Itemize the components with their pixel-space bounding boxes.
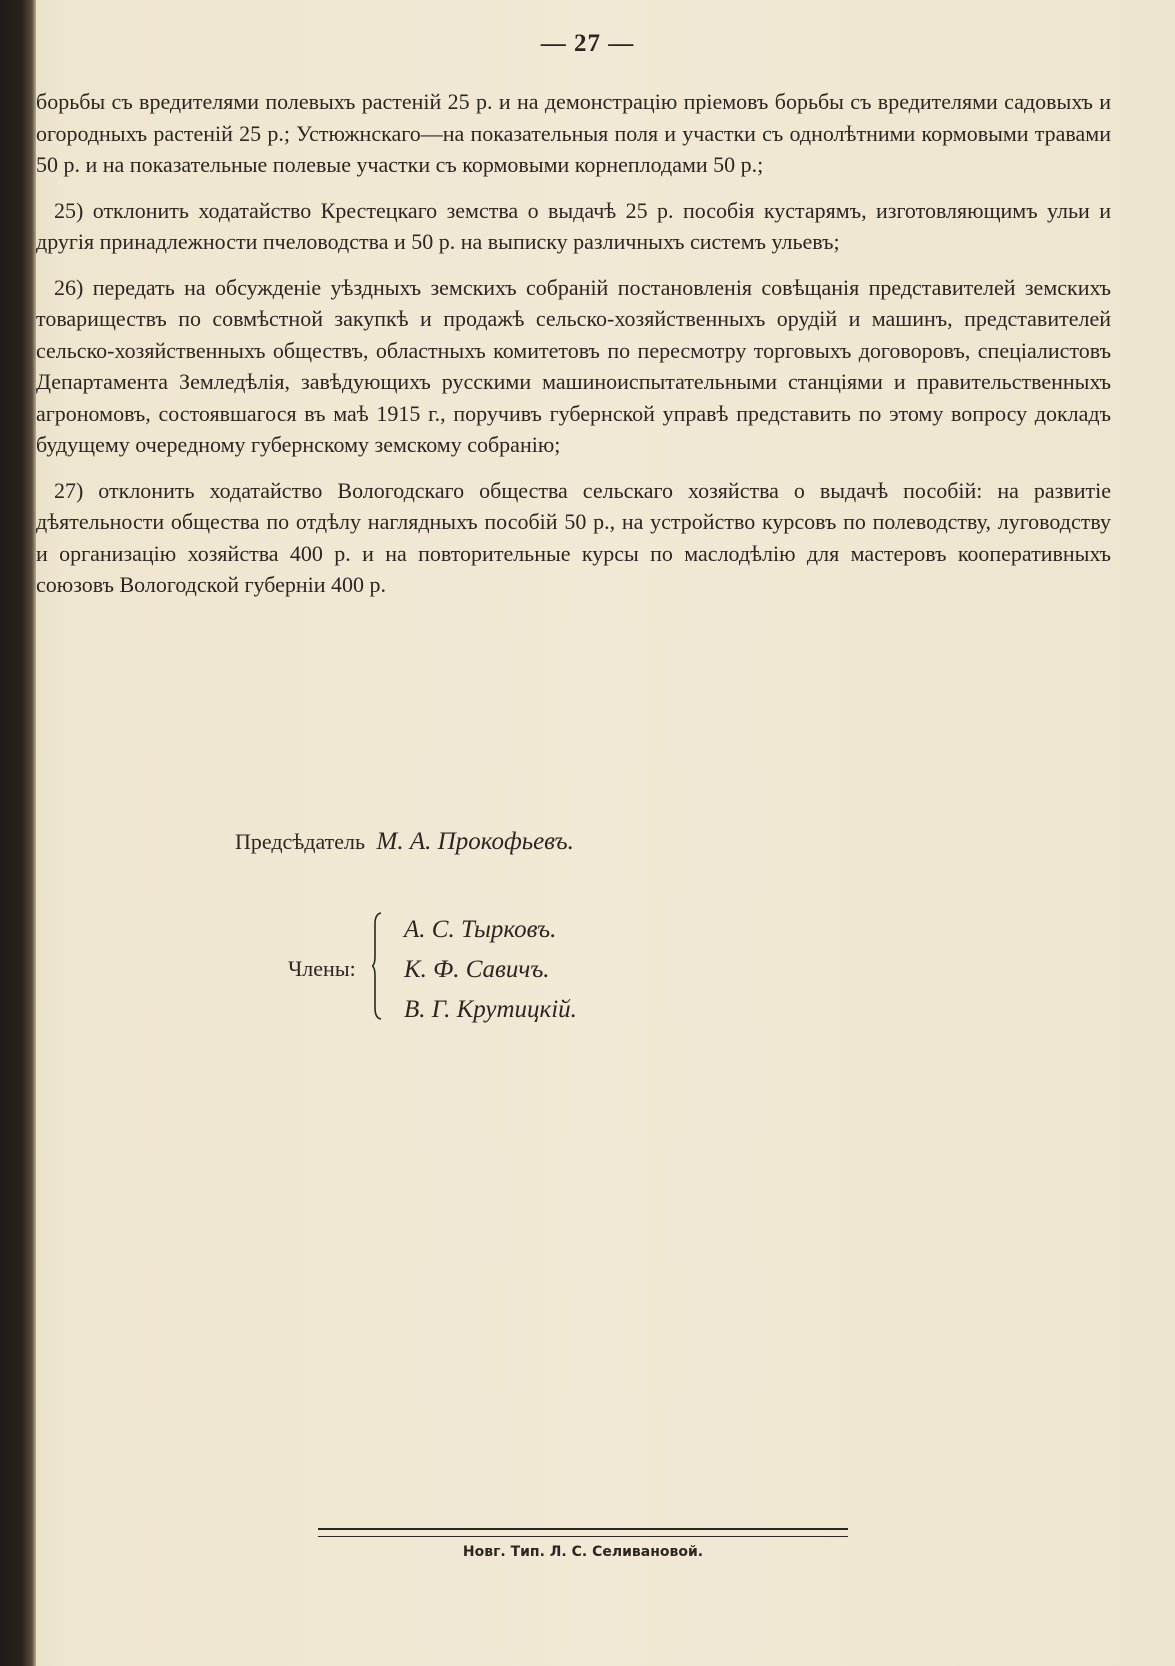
page-number: — 27 — [540, 30, 635, 57]
chairman-line [235, 828, 574, 856]
members-label: Члены: [288, 956, 356, 981]
member-name: А. С. Тырковъ. [404, 916, 557, 943]
paragraph-continuation: борьбы съ вредителями полевыхъ растеній 25 р. и на демонстрацію пріемовъ борьбы съ вредителями садовыхъ и огородныхъ растеній 25 р.; Устюжнскаго—на показательныя поля и участки съ однолѣтними кормовыми травами 50 р. и на показательные полевые участки съ кормовыми корнеплодами 50 р.; [36, 89, 1111, 177]
members-list [404, 910, 577, 1030]
chairman-label: Предсѣдатель [235, 829, 366, 854]
paragraph-item-26: 26) передать на обсужденіе уѣздныхъ земскихъ собраній постановленія совѣщанія представителей земскихъ товариществъ по совмѣстной закупкѣ и продажѣ сельско-хозяйственныхъ орудій и машинъ, представителей сельско-хозяйственныхъ обществъ, областныхъ комитетовъ по пересмотру торговыхъ договоровъ, спеціалистовъ Департамента Земледѣлія, завѣдующихъ русскими машиноиспытательными станціями и правительственныхъ агрономовъ, состоявшагося въ маѣ 1915 г., поручивъ губернской управѣ представить по этому вопросу докладъ будущему очередному губернскому земскому собранію; [36, 274, 1111, 457]
members-brace [372, 912, 382, 1020]
printer-imprint: Новг. Тип. Л. С. Селивановой. [462, 1544, 704, 1560]
book-binding-shadow [0, 0, 36, 1666]
footer-divider [318, 1528, 848, 1537]
member-name: В. Г. Крутицкій. [404, 996, 577, 1023]
member-name: К. Ф. Савичъ. [404, 956, 550, 983]
chairman-name: М. А. Прокофьевъ. [376, 828, 574, 855]
paragraph-item-27: 27) отклонить ходатайство Вологодскаго общества сельскаго хозяйства о выдачѣ пособій: на развитіе дѣятельности общества по отдѣлу наглядныхъ пособій 50 р., на устройство курсовъ по полеводству, луговодству и организацію хозяйства 400 р. и на повторительные курсы по маслодѣлію для мастеровъ кооперативныхъ союзовъ Вологодской губерніи 400 р. [36, 477, 1111, 597]
paragraph-item-25: 25) отклонить ходатайство Крестецкаго земства о выдачѣ 25 р. пособія кустарямъ, изготовляющимъ ульи и другія принадлежности пчеловодства и 50 р. на выписку различныхъ системъ ульевъ; [36, 197, 1111, 254]
document-body [36, 86, 1111, 615]
